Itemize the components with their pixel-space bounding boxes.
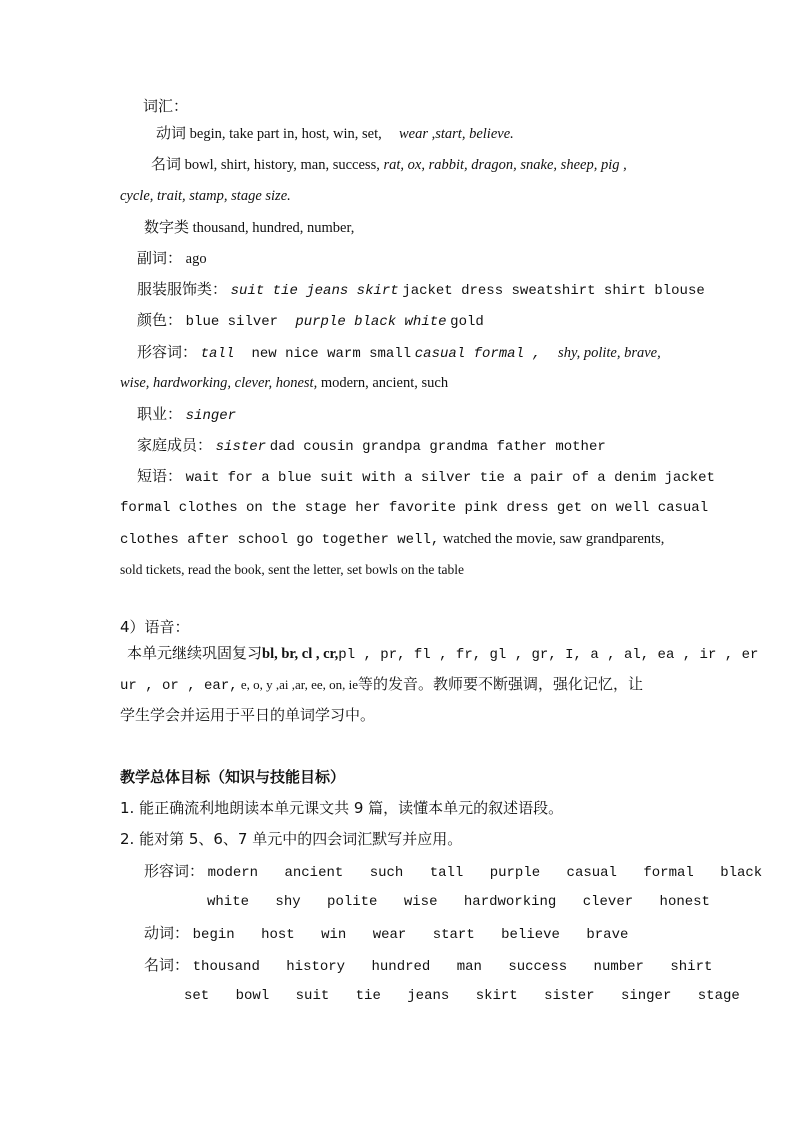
adjectives-line2-italic: wise, hardworking, clever, honest, — [120, 375, 318, 391]
phrases-line4: sold tickets, read the book, sent the letter, set bowls on the table — [120, 562, 464, 577]
phrases-line3 — [120, 529, 664, 550]
clothing-plain: jacket dress sweatshirt shirt blouse — [402, 283, 705, 299]
phonics-line3: 学生学会并运用于平日的单词学习中。 — [120, 706, 376, 724]
goals-noun-word: thousand — [192, 959, 260, 975]
goals-adj-word: hardworking — [463, 894, 557, 910]
goals-noun-word: skirt — [475, 988, 518, 1004]
verbs-italic: wear ,start, believe. — [398, 126, 514, 142]
goals-adj-word: honest — [659, 894, 710, 910]
adverb-label: 副词： — [137, 249, 183, 267]
nouns-label: 名词 — [151, 155, 182, 173]
goals-verb-label: 动词： — [144, 924, 190, 942]
phonics-line1-bold: bl, br, cl , cr, — [262, 646, 339, 662]
goals-noun-word: set — [184, 988, 210, 1004]
clothing-label: 服装服饰类： — [137, 280, 228, 298]
goals-adj-word: shy — [275, 894, 301, 910]
family-plain: dad cousin grandpa grandma father mother — [269, 439, 606, 455]
vocab-heading: 词汇： — [143, 97, 189, 115]
goals-verb-word: host — [261, 927, 295, 943]
phonics-line2-cn: 等的发音。教师要不断强调，强化记忆，让 — [358, 675, 644, 693]
phrases-label: 短语： — [137, 467, 183, 485]
family-italic: sister — [215, 439, 267, 455]
adjectives-italic3: shy, polite, brave, — [558, 345, 661, 361]
goals-noun-label: 名词： — [144, 956, 190, 974]
adjectives-italic1: tall — [200, 346, 235, 362]
goals-noun-word: tie — [355, 988, 381, 1004]
clothing-italic: suit tie jeans skirt — [230, 283, 399, 299]
phonics-line2-mono: ur , or , ear, — [120, 678, 238, 694]
goals-adj-line1 — [144, 861, 780, 883]
adjectives-line2-plain: modern, ancient, such — [320, 375, 449, 391]
goals-adj-word: white — [207, 894, 250, 910]
goals-heading: 教学总体目标（知识与技能目标） — [120, 768, 346, 786]
phrases-line3-mono: clothes after school go together well, — [120, 532, 440, 548]
jobs-line — [137, 404, 236, 426]
goals-adj-line2 — [207, 892, 728, 912]
goals-verb-word: wear — [372, 927, 407, 943]
verbs-label: 动词 — [156, 124, 187, 142]
goals-noun-line2 — [184, 986, 758, 1006]
goals-adj-word: ancient — [284, 865, 344, 881]
phrases-line2: formal clothes on the stage her favorite pink dress get on well casual — [120, 500, 709, 516]
colors-label: 颜色： — [137, 311, 183, 329]
goals-item2: 2. 能对第 5、6、7 单元中的四会词汇默写并应用。 — [120, 830, 463, 848]
adjectives-line2 — [120, 373, 448, 393]
phrases-line1 — [137, 466, 715, 488]
goals-noun-word: bowl — [235, 988, 270, 1004]
goals-noun-word: shirt — [670, 959, 713, 975]
colors-plain2: gold — [450, 314, 484, 330]
adverb-line — [137, 248, 207, 269]
jobs-italic: singer — [185, 408, 237, 424]
goals-adj-label: 形容词： — [144, 862, 205, 880]
goals-adj-word: formal — [643, 865, 694, 881]
goals-verb-line — [144, 923, 646, 945]
goals-noun-word: stage — [697, 988, 740, 1004]
goals-verb-word: brave — [586, 927, 629, 943]
adjectives-plain1: new nice warm small — [251, 346, 412, 362]
phonics-line1-rest: pl , pr, fl , fr, gl , gr, I, a , al, ea , ir , er — [338, 647, 759, 663]
colors-italic: purple black white — [295, 314, 447, 330]
adjectives-italic2: casual formal , — [414, 346, 541, 362]
goals-noun-word: jeans — [407, 988, 450, 1004]
goals-adj-word: tall — [429, 865, 464, 881]
goals-adj-word: such — [369, 865, 404, 881]
goals-adj-word: purple — [489, 865, 541, 881]
phonics-heading: 4）语音： — [120, 618, 190, 636]
goals-adj-word: modern — [207, 865, 259, 881]
goals-verb-word: win — [321, 927, 347, 943]
goals-adj-word: casual — [566, 865, 617, 881]
goals-verb-word: start — [432, 927, 475, 943]
phrases-text1: wait for a blue suit with a silver tie a pair of a denim jacket — [185, 470, 715, 486]
nouns-line2: cycle, trait, stamp, stage size. — [120, 188, 291, 204]
phonics-line1 — [127, 643, 758, 665]
clothing-line — [137, 279, 705, 301]
goals-noun-word: sister — [544, 988, 595, 1004]
goals-adj-word: black — [720, 865, 763, 881]
numbers-text: thousand, hundred, number, — [192, 220, 355, 236]
goals-adj-word: clever — [582, 894, 634, 910]
nouns-plain: bowl, shirt, history, man, success, — [184, 157, 380, 173]
adjectives-line — [137, 342, 661, 364]
jobs-label: 职业： — [137, 405, 183, 423]
adverb-text: ago — [185, 251, 207, 267]
goals-verb-word: begin — [192, 927, 235, 943]
goals-noun-word: suit — [295, 988, 330, 1004]
adjectives-label: 形容词： — [137, 343, 198, 361]
colors-line — [137, 310, 484, 332]
goals-adj-word: wise — [403, 894, 438, 910]
goals-adj-word: polite — [327, 894, 378, 910]
nouns-italic: rat, ox, rabbit, dragon, snake, sheep, pig , — [383, 157, 627, 173]
goals-noun-word: success — [508, 959, 568, 975]
phonics-line1-cn: 本单元继续巩固复习 — [127, 644, 263, 662]
phrases-line3-serif: watched the movie, saw grandparents, — [442, 531, 665, 547]
goals-noun-line1 — [144, 955, 730, 977]
verbs-line — [156, 123, 514, 144]
family-line — [137, 435, 606, 457]
family-label: 家庭成员： — [137, 436, 213, 454]
verbs-plain: begin, take part in, host, win, set, — [189, 126, 382, 142]
nouns-line — [151, 154, 627, 175]
goals-noun-word: history — [286, 959, 346, 975]
goals-item1: 1. 能正确流利地朗读本单元课文共 9 篇，读懂本单元的叙述语段。 — [120, 799, 564, 817]
goals-noun-word: singer — [620, 988, 672, 1004]
goals-noun-word: number — [593, 959, 644, 975]
goals-noun-word: man — [456, 959, 482, 975]
goals-verb-word: believe — [501, 927, 560, 943]
phonics-line2 — [120, 674, 643, 696]
goals-noun-word: hundred — [371, 959, 431, 975]
numbers-line — [144, 217, 354, 238]
phonics-line2-serif: e, o, y ,ai ,ar, ee, on, ie — [237, 677, 359, 692]
numbers-label: 数字类 — [144, 218, 190, 236]
colors-plain1: blue silver — [185, 314, 279, 330]
